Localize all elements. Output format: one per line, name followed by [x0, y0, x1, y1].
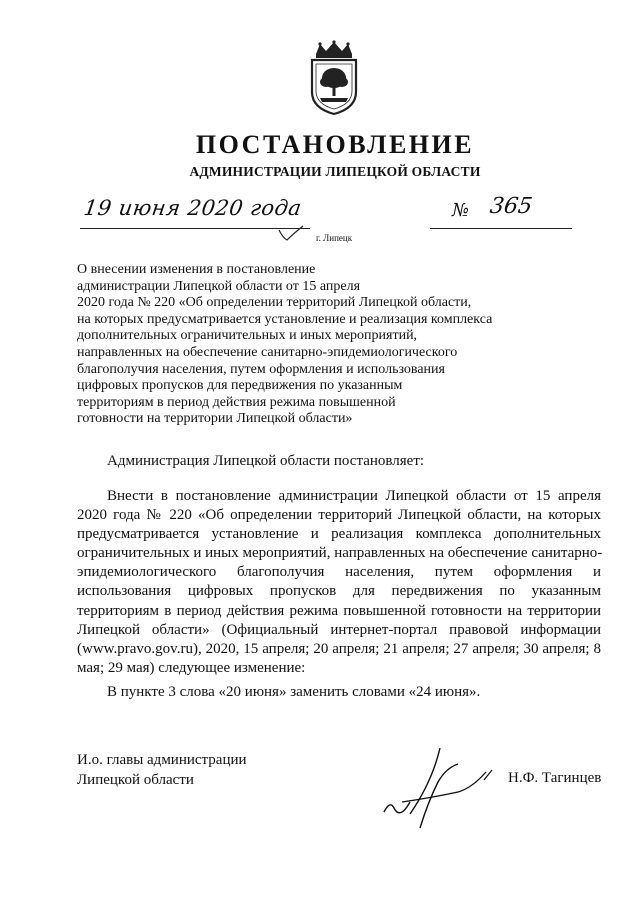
signature-icon: [380, 742, 500, 832]
body-paragraph: [77, 487, 601, 678]
handwritten-number: 365: [488, 194, 534, 219]
heading-line: направленных на обеспечение санитарно-эпидемиологического: [77, 344, 458, 360]
coat-of-arms-icon: [306, 40, 362, 116]
signatory-position: [77, 751, 247, 790]
body-line: территориям в период действия режима повышенной готовности на территории: [77, 602, 601, 619]
heading-line: 2020 года № 220 «Об определении территорий Липецкой области,: [77, 295, 472, 311]
heading-line: администрации Липецкой области от 15 апреля: [77, 278, 361, 294]
body-line: эпидемиологического благополучия населения, путем оформления и: [77, 564, 601, 581]
intro-paragraph: Администрация Липецкой области постановляет:: [107, 453, 425, 469]
position-line: И.о. главы администрации: [77, 752, 247, 768]
signatory-name: Н.Ф. Тагинцев: [508, 770, 602, 786]
position-line: Липецкой области: [77, 771, 194, 788]
handwritten-date: 19 июня 2020 года: [82, 196, 304, 220]
body-line: мая; 29 мая) следующее изменение:: [77, 659, 306, 676]
body-line: ограничительных и иных мероприятий, направленных на обеспечение санитарно-: [77, 545, 603, 562]
date-underline: [80, 228, 310, 229]
heading-line: на которых предусматривается установление и реализация комплекса: [77, 311, 493, 327]
change-paragraph: В пункте 3 слова «20 июня» заменить словами «24 июня».: [107, 684, 481, 700]
resolution-heading: [77, 262, 492, 428]
number-sign: №: [452, 200, 470, 221]
heading-line: дополнительных ограничительных и иных мероприятий,: [77, 328, 418, 344]
heading-line: территориям в период действия режима повышенной: [77, 394, 396, 410]
body-line: Внести в постановление администрации Липецкой области от 15 апреля: [107, 488, 601, 504]
document-title: ПОСТАНОВЛЕНИЕ: [195, 130, 475, 159]
heading-line: благополучия населения, путем оформления и использования: [77, 361, 445, 377]
body-line: предусматривается установление и реализация комплекса дополнительных: [77, 526, 601, 543]
body-line: использования цифровых пропусков для передвижения по указанным: [77, 583, 601, 600]
handwritten-tick-icon: [277, 224, 305, 242]
body-line: 2020 года № 220 «Об определении территорий Липецкой области, на которых: [77, 507, 601, 524]
body-line: Липецкой области» (Официальный интернет-портал правовой информации: [77, 621, 601, 638]
number-underline: [430, 228, 572, 229]
document-subtitle: АДМИНИСТРАЦИИ ЛИПЕЦКОЙ ОБЛАСТИ: [189, 164, 481, 179]
heading-line: О внесении изменения в постановление: [77, 262, 316, 277]
heading-line: цифровых пропусков для передвижения по указанным: [77, 378, 403, 394]
body-line: (www.pravo.gov.ru), 2020, 15 апреля; 20 апреля; 21 апреля; 27 апреля; 30 апреля; 8: [77, 640, 601, 657]
city-label: г. Липецк: [316, 233, 353, 243]
heading-line: готовности на территории Липецкой области»: [77, 411, 353, 427]
